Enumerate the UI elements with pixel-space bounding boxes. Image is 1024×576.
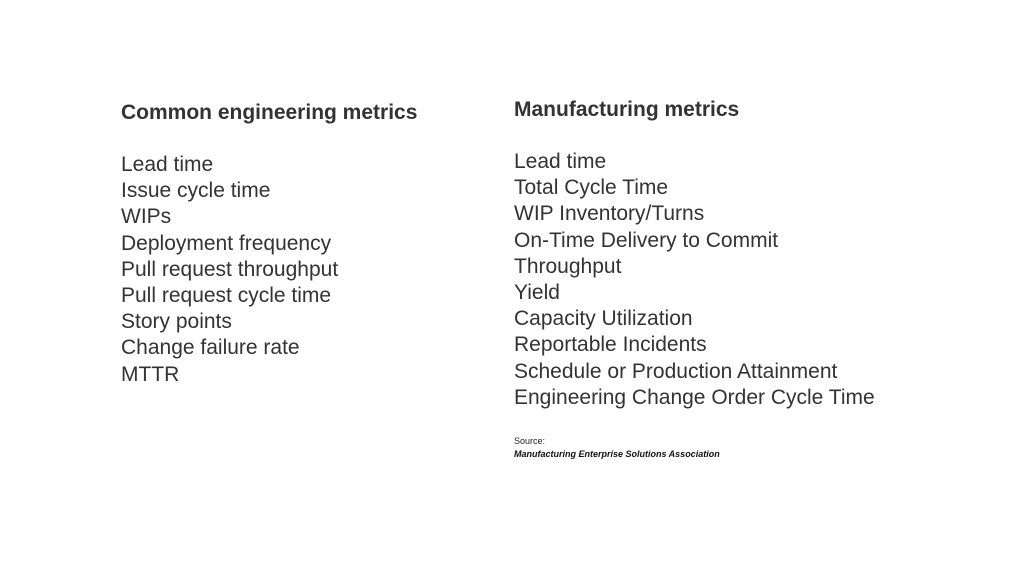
list-item: Reportable Incidents bbox=[514, 333, 707, 357]
list-item: Story points bbox=[121, 310, 232, 334]
list-item: Lead time bbox=[121, 153, 214, 176]
list-item: Throughput bbox=[514, 254, 622, 278]
list-item: Pull request cycle time bbox=[121, 284, 332, 308]
list-item: MTTR bbox=[121, 362, 180, 386]
manufacturing-metrics-list bbox=[514, 149, 875, 411]
list-item: WIPs bbox=[121, 205, 172, 229]
list-item: Capacity Utilization bbox=[514, 307, 693, 331]
manufacturing-metrics-heading: Manufacturing metrics bbox=[514, 98, 740, 121]
source-label: Source: bbox=[514, 436, 546, 447]
manufacturing-metrics-column bbox=[514, 97, 875, 461]
list-item: Deployment frequency bbox=[121, 231, 332, 255]
list-item: Schedule or Production Attainment bbox=[514, 359, 838, 383]
list-item: Yield bbox=[514, 281, 560, 305]
list-item: WIP Inventory/Turns bbox=[514, 202, 705, 226]
list-item: Engineering Change Order Cycle Time bbox=[514, 385, 875, 409]
list-item: Pull request throughput bbox=[121, 257, 339, 281]
source-note bbox=[514, 435, 875, 461]
list-item: Total Cycle Time bbox=[514, 176, 669, 200]
list-item: Issue cycle time bbox=[121, 179, 271, 203]
source-name: Manufacturing Enterprise Solutions Association bbox=[514, 449, 720, 460]
engineering-metrics-column bbox=[121, 100, 417, 388]
list-item: On-Time Delivery to Commit bbox=[514, 228, 779, 252]
engineering-metrics-heading: Common engineering metrics bbox=[121, 101, 418, 124]
list-item: Lead time bbox=[514, 150, 607, 173]
list-item: Change failure rate bbox=[121, 336, 300, 360]
engineering-metrics-list bbox=[121, 152, 417, 388]
